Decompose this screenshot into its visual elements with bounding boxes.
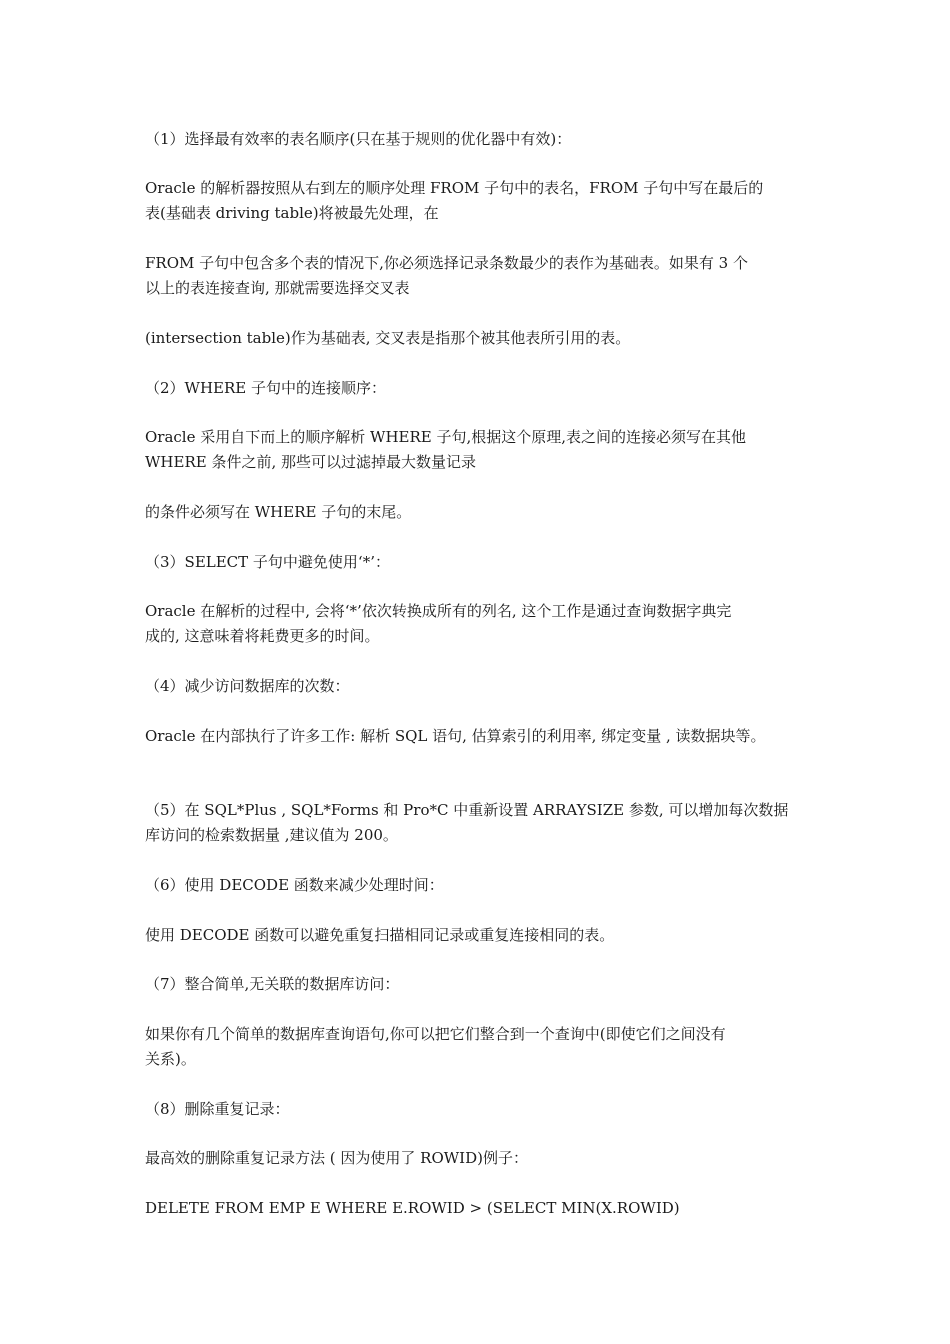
paragraph-select-star: Oracle 在解析的过程中, 会将‘*’依次转换成所有的列名, 这个工作是通过查询数据字典完 成的, 这意味着将耗费更多的时间。 bbox=[145, 602, 732, 645]
paragraph-from-clause: FROM 子句中包含多个表的情况下,你必须选择记录条数最少的表作为基础表。如果有 3 个 以上的表连接查询, 那就需要选择交叉表 bbox=[145, 254, 748, 297]
paragraph-merge-access: 如果你有几个简单的数据库查询语句,你可以把它们整合到一个查询中(即使它们之间没有 关系)。 bbox=[145, 1025, 726, 1068]
code-delete-statement: DELETE FROM EMP E WHERE E.ROWID > (SELECT MIN(X.ROWID) bbox=[145, 1199, 680, 1217]
paragraph-intersection-table: (intersection table)作为基础表, 交叉表是指那个被其他表所引用的表。 bbox=[145, 329, 631, 347]
paragraph-where-parse: Oracle 采用自下而上的顺序解析 WHERE 子句,根据这个原理,表之间的连接必须写在其他 WHERE 条件之前, 那些可以过滤掉最大数量记录 bbox=[145, 428, 747, 471]
paragraph-oracle-parser: Oracle 的解析器按照从右到左的顺序处理 FROM 子句中的表名，FROM 子句中写在最后的 表(基础表 driving table)将被最先处理，在 bbox=[145, 179, 764, 222]
heading-select-star: （3）SELECT 子句中避免使用‘*’： bbox=[145, 553, 390, 571]
heading-arraysize: （5）在 SQL*Plus , SQL*Forms 和 Pro*C 中重新设置 ARRAYSIZE 参数, 可以增加每次数据 库访问的检索数据量 ,建议值为 200。 bbox=[145, 801, 789, 844]
heading-merge-access: （7）整合简单,无关联的数据库访问： bbox=[145, 975, 400, 993]
heading-reduce-access: （4）减少访问数据库的次数： bbox=[145, 677, 350, 695]
paragraph-internal-work: Oracle 在内部执行了许多工作: 解析 SQL 语句, 估算索引的利用率, 绑定变量 , 读数据块等。 bbox=[145, 727, 766, 745]
paragraph-rowid-example: 最高效的删除重复记录方法 ( 因为使用了 ROWID)例子： bbox=[145, 1149, 528, 1167]
heading-table-order: （1）选择最有效率的表名顺序(只在基于规则的优化器中有效)： bbox=[145, 130, 572, 148]
heading-where-order: （2）WHERE 子句中的连接顺序： bbox=[145, 379, 387, 397]
paragraph-where-end: 的条件必须写在 WHERE 子句的末尾。 bbox=[145, 503, 412, 521]
paragraph-decode: 使用 DECODE 函数可以避免重复扫描相同记录或重复连接相同的表。 bbox=[145, 926, 615, 944]
heading-delete-duplicates: （8）删除重复记录： bbox=[145, 1100, 290, 1118]
heading-decode: （6）使用 DECODE 函数来减少处理时间： bbox=[145, 876, 444, 894]
